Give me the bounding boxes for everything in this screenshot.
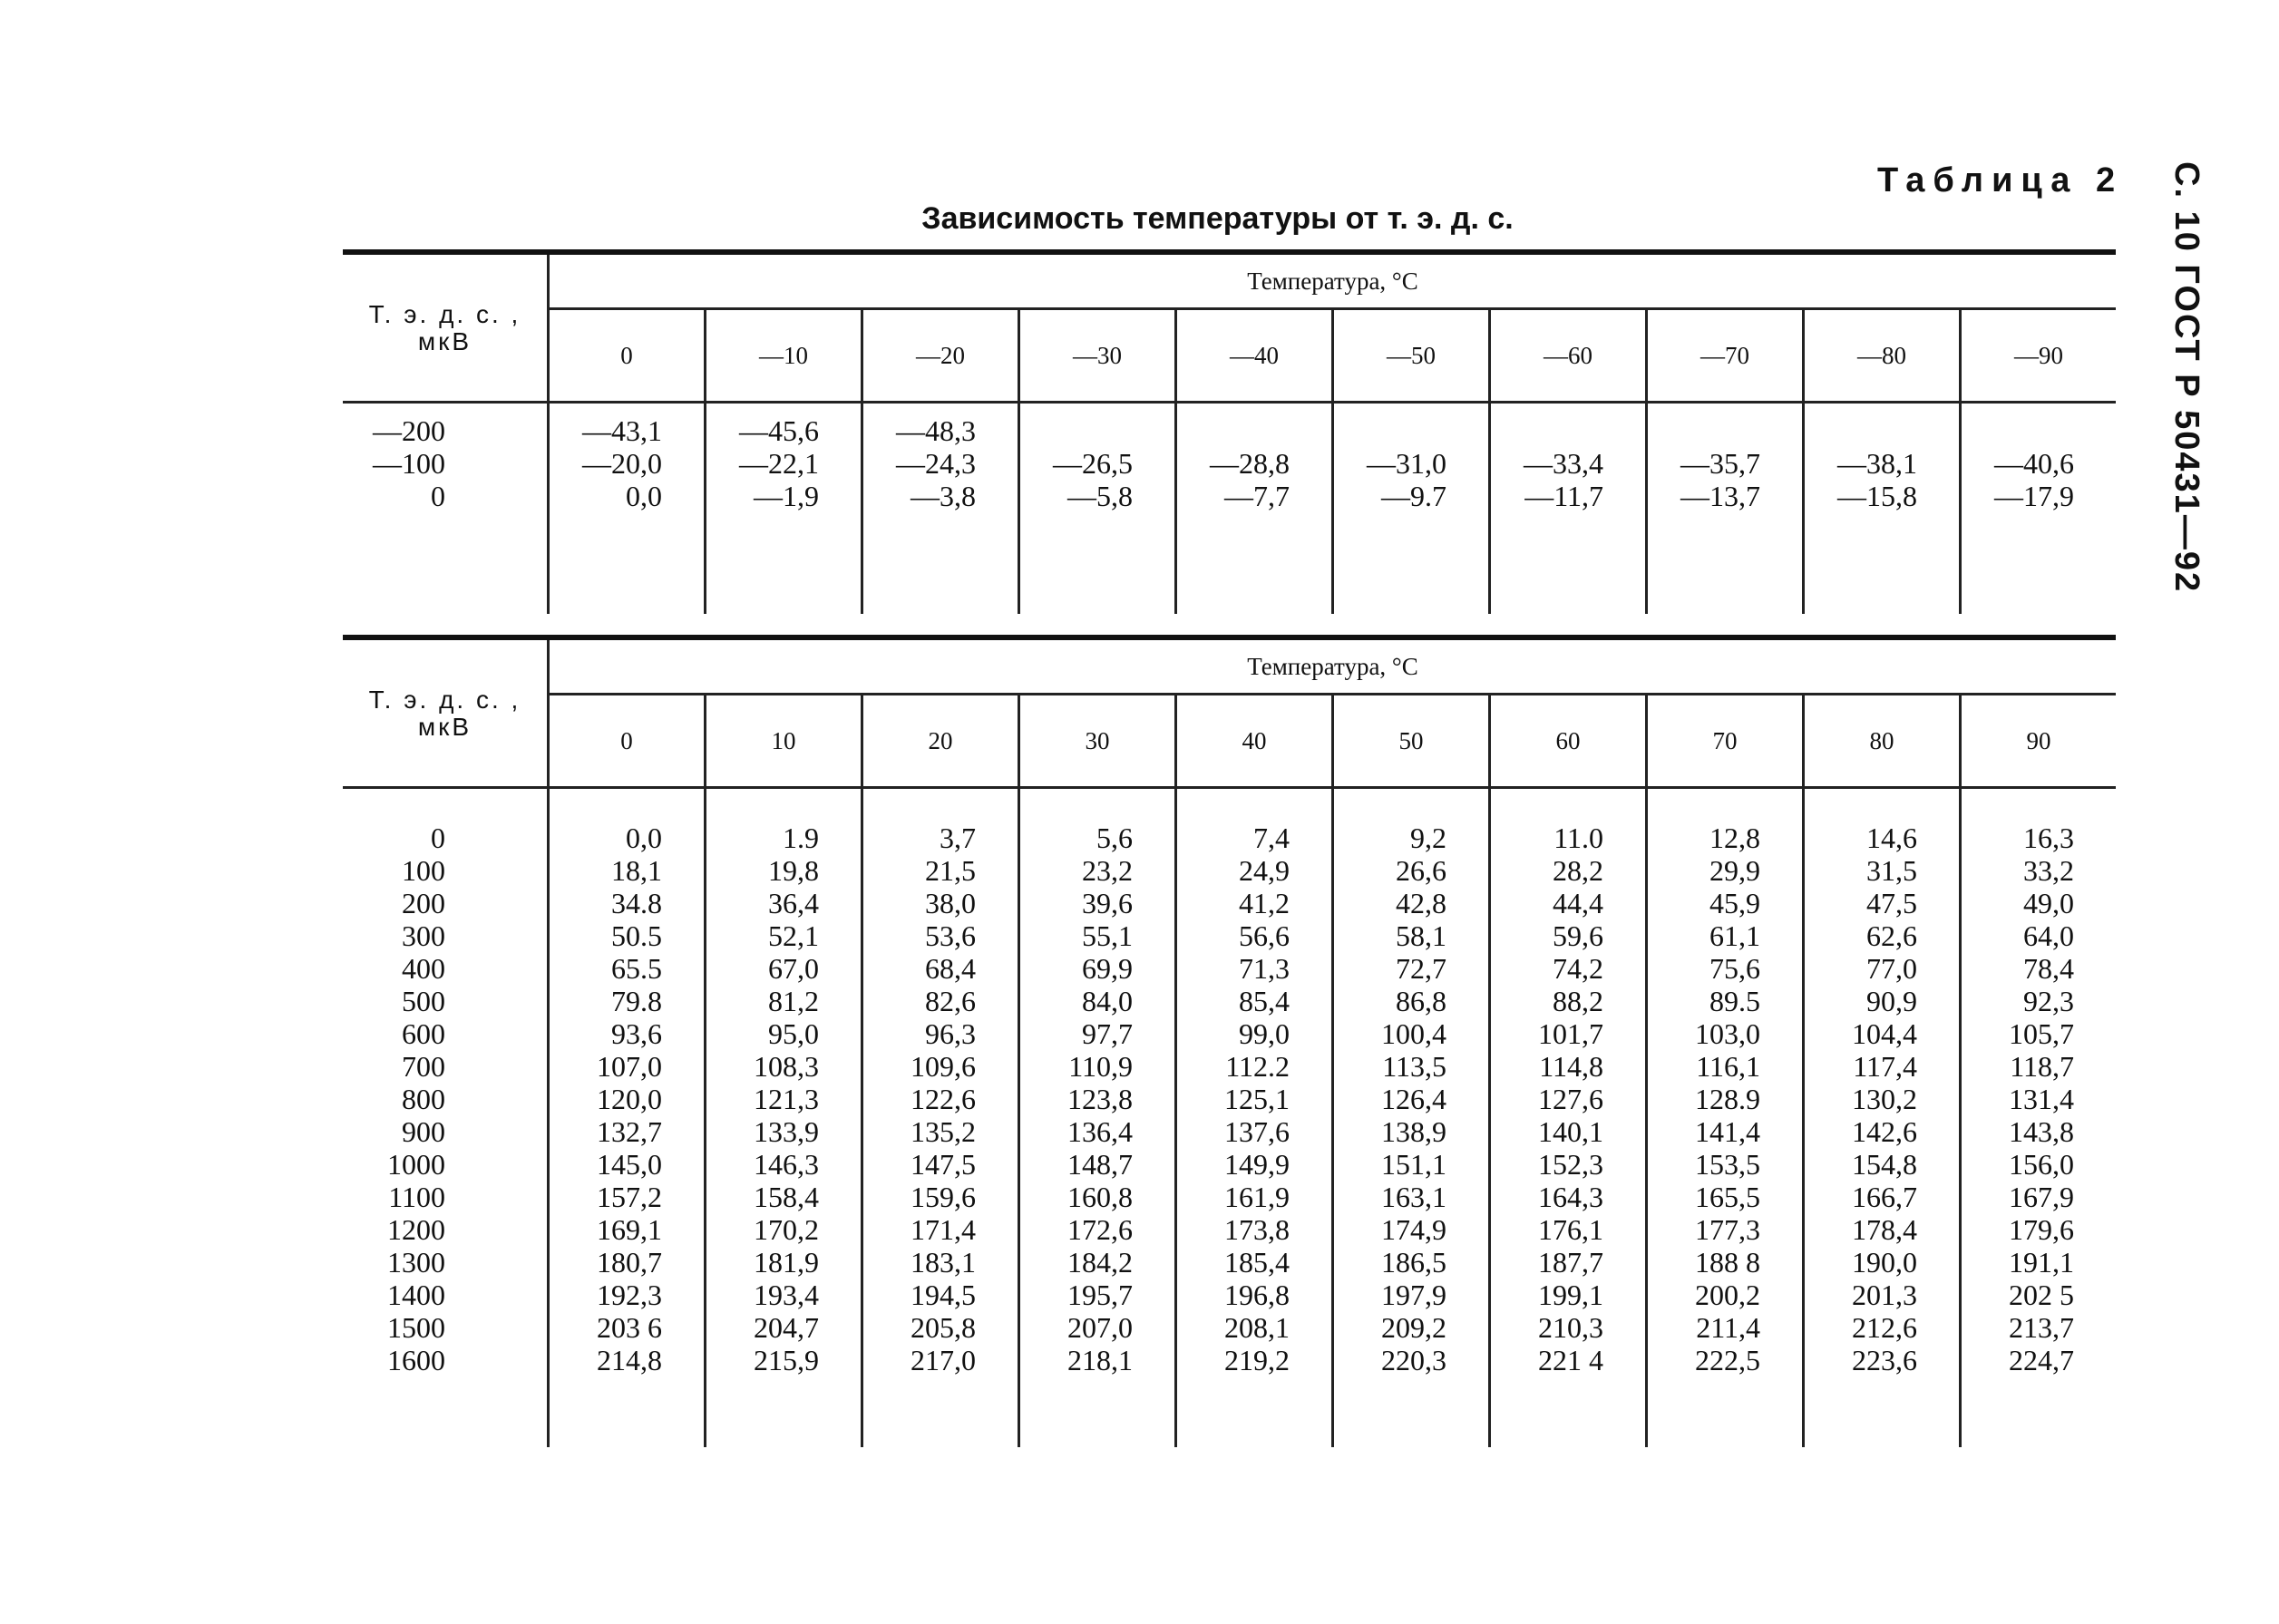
table-cell: 5,6: [1096, 822, 1133, 854]
table-cell: 19,8: [768, 854, 819, 887]
table-cell: —38,1: [1837, 447, 1917, 480]
table-cell: 183,1: [911, 1246, 976, 1279]
row-label: 400: [402, 952, 445, 985]
table-cell: 44,4: [1553, 887, 1603, 919]
table-cell: 156,0: [2009, 1148, 2074, 1181]
table-cell: 53,6: [925, 919, 976, 952]
table-cell: 38,0: [925, 887, 976, 919]
table-cell: 161,9: [1224, 1181, 1290, 1213]
group-header: Температура, °С: [549, 252, 2117, 309]
table-cell: 160,8: [1067, 1181, 1133, 1213]
table-cell: 127,6: [1538, 1083, 1603, 1115]
table-cell: 11.0: [1553, 822, 1603, 854]
table-cell: 101,7: [1538, 1017, 1603, 1050]
table-cell: 96,3: [925, 1017, 976, 1050]
column-header: 90: [1961, 695, 2117, 788]
row-label: —200: [373, 414, 445, 447]
column-header: —90: [1961, 309, 2117, 403]
empty-slot: [1648, 414, 1760, 447]
table-cell: 116,1: [1696, 1050, 1760, 1083]
table-cell: 109,6: [911, 1050, 976, 1083]
table-cell: —11,7: [1524, 480, 1603, 512]
table-cell: 131,4: [2009, 1083, 2074, 1115]
table-cell: 34.8: [611, 887, 662, 919]
table-cell: 88,2: [1553, 985, 1603, 1017]
table-cell: 141,4: [1695, 1115, 1760, 1148]
table-cell: 213,7: [2009, 1311, 2074, 1344]
value-column: [862, 788, 1019, 1448]
column-header: —80: [1804, 309, 1961, 403]
table-cell: 120,0: [597, 1083, 662, 1115]
column-header: —10: [706, 309, 862, 403]
table-cell: 81,2: [768, 985, 819, 1017]
table-cell: 181,9: [754, 1246, 819, 1279]
table-cell: 103,0: [1695, 1017, 1760, 1050]
table-cell: 164,3: [1538, 1181, 1603, 1213]
value-column: [1804, 788, 1961, 1448]
table-cell: 133,9: [754, 1115, 819, 1148]
table-cell: 118,7: [2010, 1050, 2074, 1083]
table-caption: Зависимость температуры от т. э. д. с.: [921, 201, 1514, 236]
table-cell: 84,0: [1082, 985, 1133, 1017]
table-cell: —15,8: [1837, 480, 1917, 512]
table-cell: 136,4: [1067, 1115, 1133, 1148]
table-cell: 220,3: [1381, 1344, 1446, 1376]
row-header: Т. э. д. с. , мкВ: [343, 637, 549, 788]
row-labels: [343, 403, 549, 615]
value-column: [1333, 403, 1490, 615]
table-cell: 209,2: [1381, 1311, 1446, 1344]
column-header: 40: [1176, 695, 1333, 788]
table-cell: 95,0: [768, 1017, 819, 1050]
row-label: 1600: [387, 1344, 445, 1376]
row-label: 1200: [387, 1213, 445, 1246]
table-cell: 36,4: [768, 887, 819, 919]
table-cell: —22,1: [739, 447, 819, 480]
row-label: 900: [402, 1115, 445, 1148]
table-cell: 191,1: [2009, 1246, 2074, 1279]
table-cell: 152,3: [1538, 1148, 1603, 1181]
table-cell: 212,6: [1852, 1311, 1917, 1344]
table-cell: 97,7: [1082, 1017, 1133, 1050]
table-cell: 172,6: [1067, 1213, 1133, 1246]
table-cell: 45,9: [1709, 887, 1760, 919]
table-cell: 130,2: [1852, 1083, 1917, 1115]
row-label: 200: [402, 887, 445, 919]
table-cell: 59,6: [1553, 919, 1603, 952]
table-cell: 163,1: [1381, 1181, 1446, 1213]
table-cell: 190,0: [1852, 1246, 1917, 1279]
table-cell: 135,2: [911, 1115, 976, 1148]
value-column: [1176, 403, 1333, 615]
table-cell: 112.2: [1225, 1050, 1290, 1083]
table-cell: 42,8: [1396, 887, 1446, 919]
table-cell: 75,6: [1709, 952, 1760, 985]
table-cell: 50.5: [611, 919, 662, 952]
table-cell: 104,4: [1852, 1017, 1917, 1050]
table-cell: 173,8: [1224, 1213, 1290, 1246]
row-label: 1100: [388, 1181, 445, 1213]
value-column: [1647, 788, 1804, 1448]
table-cell: 222,5: [1695, 1344, 1760, 1376]
value-column: [1490, 788, 1647, 1448]
table-cell: 138,9: [1381, 1115, 1446, 1148]
table-cell: 90,9: [1866, 985, 1917, 1017]
table-cell: 65.5: [611, 952, 662, 985]
table-cell: 0,0: [626, 822, 662, 854]
row-label: 600: [402, 1017, 445, 1050]
table-cell: 151,1: [1381, 1148, 1446, 1181]
row-label: 1300: [387, 1246, 445, 1279]
table-cell: 85,4: [1239, 985, 1290, 1017]
table-cell: 89.5: [1709, 985, 1760, 1017]
column-header: —20: [862, 309, 1019, 403]
column-header: 60: [1490, 695, 1647, 788]
table-cell: 218,1: [1067, 1344, 1133, 1376]
table-cell: 105,7: [2009, 1017, 2074, 1050]
table-cell: 110,9: [1068, 1050, 1133, 1083]
table-cell: 56,6: [1239, 919, 1290, 952]
row-label: 1500: [387, 1311, 445, 1344]
table-cell: 21,5: [925, 854, 976, 887]
row-label: 700: [402, 1050, 445, 1083]
row-label: 0: [431, 822, 445, 854]
table-cell: 52,1: [768, 919, 819, 952]
page-side-header: С. 10 ГОСТ Р 50431—92: [2167, 161, 2206, 594]
table-cell: 200,2: [1695, 1279, 1760, 1311]
row-label: —100: [373, 447, 445, 480]
value-column: [1019, 788, 1176, 1448]
table-cell: 210,3: [1538, 1311, 1603, 1344]
table-cell: 199,1: [1538, 1279, 1603, 1311]
column-header: —60: [1490, 309, 1647, 403]
table-cell: 166,7: [1852, 1181, 1917, 1213]
empty-slot: [1962, 414, 2074, 447]
table-cell: 202 5: [2009, 1279, 2074, 1311]
table-cell: 126,4: [1381, 1083, 1446, 1115]
table-cell: 114,8: [1539, 1050, 1603, 1083]
table-cell: —20,0: [582, 447, 662, 480]
table-cell: 158,4: [754, 1181, 819, 1213]
table-cell: —13,7: [1680, 480, 1760, 512]
table-cell: 123,8: [1067, 1083, 1133, 1115]
table-cell: 128.9: [1695, 1083, 1760, 1115]
table-cell: 62,6: [1866, 919, 1917, 952]
table-cell: 149,9: [1224, 1148, 1290, 1181]
table-cell: 170,2: [754, 1213, 819, 1246]
table-cell: 108,3: [754, 1050, 819, 1083]
table-cell: 145,0: [597, 1148, 662, 1181]
value-column: [1804, 403, 1961, 615]
table-cell: 208,1: [1224, 1311, 1290, 1344]
table-cell: —28,8: [1210, 447, 1290, 480]
value-column: [706, 403, 862, 615]
table-cell: 67,0: [768, 952, 819, 985]
table-cell: 180,7: [597, 1246, 662, 1279]
table-cell: 7,4: [1253, 822, 1290, 854]
row-label: 100: [402, 854, 445, 887]
table-cell: —48,3: [896, 414, 976, 447]
table-cell: 137,6: [1224, 1115, 1290, 1148]
table-cell: 68,4: [925, 952, 976, 985]
table-cell: 179,6: [2009, 1213, 2074, 1246]
table-cell: 140,1: [1538, 1115, 1603, 1148]
table-cell: 47,5: [1866, 887, 1917, 919]
table-cell: 132,7: [597, 1115, 662, 1148]
table-cell: 31,5: [1866, 854, 1917, 887]
table-cell: 23,2: [1082, 854, 1133, 887]
table-body: [343, 403, 2116, 615]
row-label: 500: [402, 985, 445, 1017]
table-cell: —31,0: [1367, 447, 1446, 480]
table-cell: 86,8: [1396, 985, 1446, 1017]
table-cell: —43,1: [582, 414, 662, 447]
table-cell: 193,4: [754, 1279, 819, 1311]
table-cell: 1.9: [783, 822, 819, 854]
table-body: [343, 788, 2116, 1448]
table-cell: —26,5: [1053, 447, 1133, 480]
table-label: Таблица 2: [1877, 161, 2124, 199]
column-header: —30: [1019, 309, 1176, 403]
table-cell: —7,7: [1224, 480, 1290, 512]
table-cell: 148,7: [1067, 1148, 1133, 1181]
table-cell: 174,9: [1381, 1213, 1446, 1246]
table-cell: 92,3: [2023, 985, 2074, 1017]
table-cell: 122,6: [911, 1083, 976, 1115]
table-cell: 100,4: [1381, 1017, 1446, 1050]
table-cell: 184,2: [1067, 1246, 1133, 1279]
table-cell: —40,6: [1994, 447, 2074, 480]
value-column: [862, 403, 1019, 615]
table-cell: 125,1: [1224, 1083, 1290, 1115]
table-cell: 169,1: [597, 1213, 662, 1246]
table-cell: 217,0: [911, 1344, 976, 1376]
table-cell: —45,6: [739, 414, 819, 447]
table-cell: 187,7: [1538, 1246, 1603, 1279]
table-cell: 201,3: [1852, 1279, 1917, 1311]
table-cell: 204,7: [754, 1311, 819, 1344]
table-cell: —1,9: [754, 480, 819, 512]
column-header: 50: [1333, 695, 1490, 788]
row-label: 300: [402, 919, 445, 952]
table-cell: 195,7: [1067, 1279, 1133, 1311]
table-cell: 205,8: [911, 1311, 976, 1344]
table-cell: 215,9: [754, 1344, 819, 1376]
table-cell: 154,8: [1852, 1148, 1917, 1181]
table-cell: 113,5: [1382, 1050, 1446, 1083]
table-cell: 219,2: [1224, 1344, 1290, 1376]
table-cell: 26,6: [1396, 854, 1446, 887]
column-header: 20: [862, 695, 1019, 788]
table-cell: 185,4: [1224, 1246, 1290, 1279]
table-cell: 146,3: [754, 1148, 819, 1181]
table-cell: 99,0: [1239, 1017, 1290, 1050]
table-cell: —3,8: [911, 480, 976, 512]
column-header: 80: [1804, 695, 1961, 788]
value-column: [549, 403, 706, 615]
column-headers: [343, 309, 2116, 403]
table-cell: 221 4: [1538, 1344, 1603, 1376]
positive-range-table: [343, 635, 2116, 1447]
row-label: 1400: [387, 1279, 445, 1311]
table-cell: —24,3: [896, 447, 976, 480]
table-cell: 39,6: [1082, 887, 1133, 919]
table-cell: 223,6: [1852, 1344, 1917, 1376]
table-cell: —35,7: [1680, 447, 1760, 480]
table-cell: 55,1: [1082, 919, 1133, 952]
row-label: 800: [402, 1083, 445, 1115]
table-cell: 176,1: [1538, 1213, 1603, 1246]
group-header: Температура, °С: [549, 637, 2117, 695]
table-cell: 69,9: [1082, 952, 1133, 985]
column-header: 0: [549, 309, 706, 403]
table-cell: 171,4: [911, 1213, 976, 1246]
table-cell: 49,0: [2023, 887, 2074, 919]
table-cell: 194,5: [911, 1279, 976, 1311]
table-cell: 142,6: [1852, 1115, 1917, 1148]
table-cell: 79.8: [611, 985, 662, 1017]
table-cell: 211,4: [1696, 1311, 1760, 1344]
table-cell: 197,9: [1381, 1279, 1446, 1311]
table-cell: 0,0: [626, 480, 662, 512]
table-cell: 203 6: [597, 1311, 662, 1344]
table-cell: 196,8: [1224, 1279, 1290, 1311]
column-headers: [343, 695, 2116, 788]
value-column: [1961, 403, 2117, 615]
table-cell: —5,8: [1067, 480, 1133, 512]
empty-slot: [1177, 414, 1290, 447]
table-cell: 33,2: [2023, 854, 2074, 887]
table-cell: 186,5: [1381, 1246, 1446, 1279]
table-cell: 177,3: [1695, 1213, 1760, 1246]
table-cell: 82,6: [925, 985, 976, 1017]
value-column: [1961, 788, 2117, 1448]
table-cell: 74,2: [1553, 952, 1603, 985]
table-cell: 28,2: [1553, 854, 1603, 887]
table-cell: 41,2: [1239, 887, 1290, 919]
table-cell: 147,5: [911, 1148, 976, 1181]
column-header: 70: [1647, 695, 1804, 788]
value-column: [1019, 403, 1176, 615]
table-cell: 71,3: [1239, 952, 1290, 985]
column-header: 0: [549, 695, 706, 788]
table-cell: 188 8: [1695, 1246, 1760, 1279]
column-header: —40: [1176, 309, 1333, 403]
table-cell: 72,7: [1396, 952, 1446, 985]
table-cell: 178,4: [1852, 1213, 1917, 1246]
column-header: 10: [706, 695, 862, 788]
table-cell: 165,5: [1695, 1181, 1760, 1213]
row-label: 1000: [387, 1148, 445, 1181]
column-header: 30: [1019, 695, 1176, 788]
table-cell: 93,6: [611, 1017, 662, 1050]
value-column: [1490, 403, 1647, 615]
empty-slot: [1020, 414, 1133, 447]
table-cell: 153,5: [1695, 1148, 1760, 1181]
table-cell: —33,4: [1524, 447, 1603, 480]
table-cell: 167,9: [2009, 1181, 2074, 1213]
table-cell: 214,8: [597, 1344, 662, 1376]
table-cell: 121,3: [754, 1083, 819, 1115]
row-header: Т. э. д. с. , мкВ: [343, 252, 549, 403]
table-cell: 78,4: [2023, 952, 2074, 985]
table-cell: 192,3: [597, 1279, 662, 1311]
table-cell: 143,8: [2009, 1115, 2074, 1148]
value-column: [1333, 788, 1490, 1448]
table-cell: —9.7: [1381, 480, 1446, 512]
value-column: [1647, 403, 1804, 615]
column-header: —70: [1647, 309, 1804, 403]
column-header: —50: [1333, 309, 1490, 403]
empty-slot: [1491, 414, 1603, 447]
table-cell: 224,7: [2009, 1344, 2074, 1376]
table-cell: 24,9: [1239, 854, 1290, 887]
negative-range-table: [343, 249, 2116, 614]
table-cell: 3,7: [940, 822, 976, 854]
table-cell: 77,0: [1866, 952, 1917, 985]
table-cell: 107,0: [597, 1050, 662, 1083]
table-cell: —17,9: [1994, 480, 2074, 512]
table-cell: 159,6: [911, 1181, 976, 1213]
table-cell: 12,8: [1709, 822, 1760, 854]
table-cell: 207,0: [1067, 1311, 1133, 1344]
table-cell: 9,2: [1410, 822, 1446, 854]
value-column: [706, 788, 862, 1448]
empty-slot: [1805, 414, 1917, 447]
table-cell: 157,2: [597, 1181, 662, 1213]
table-cell: 58,1: [1396, 919, 1446, 952]
empty-slot: [1334, 414, 1446, 447]
row-labels: [343, 788, 549, 1448]
table-cell: 117,4: [1853, 1050, 1917, 1083]
value-column: [1176, 788, 1333, 1448]
table-cell: 18,1: [611, 854, 662, 887]
table-cell: 16,3: [2023, 822, 2074, 854]
value-column: [549, 788, 706, 1448]
table-cell: 64,0: [2023, 919, 2074, 952]
table-cell: 61,1: [1709, 919, 1760, 952]
row-label: 0: [431, 480, 445, 512]
table-cell: 14,6: [1866, 822, 1917, 854]
table-cell: 29,9: [1709, 854, 1760, 887]
